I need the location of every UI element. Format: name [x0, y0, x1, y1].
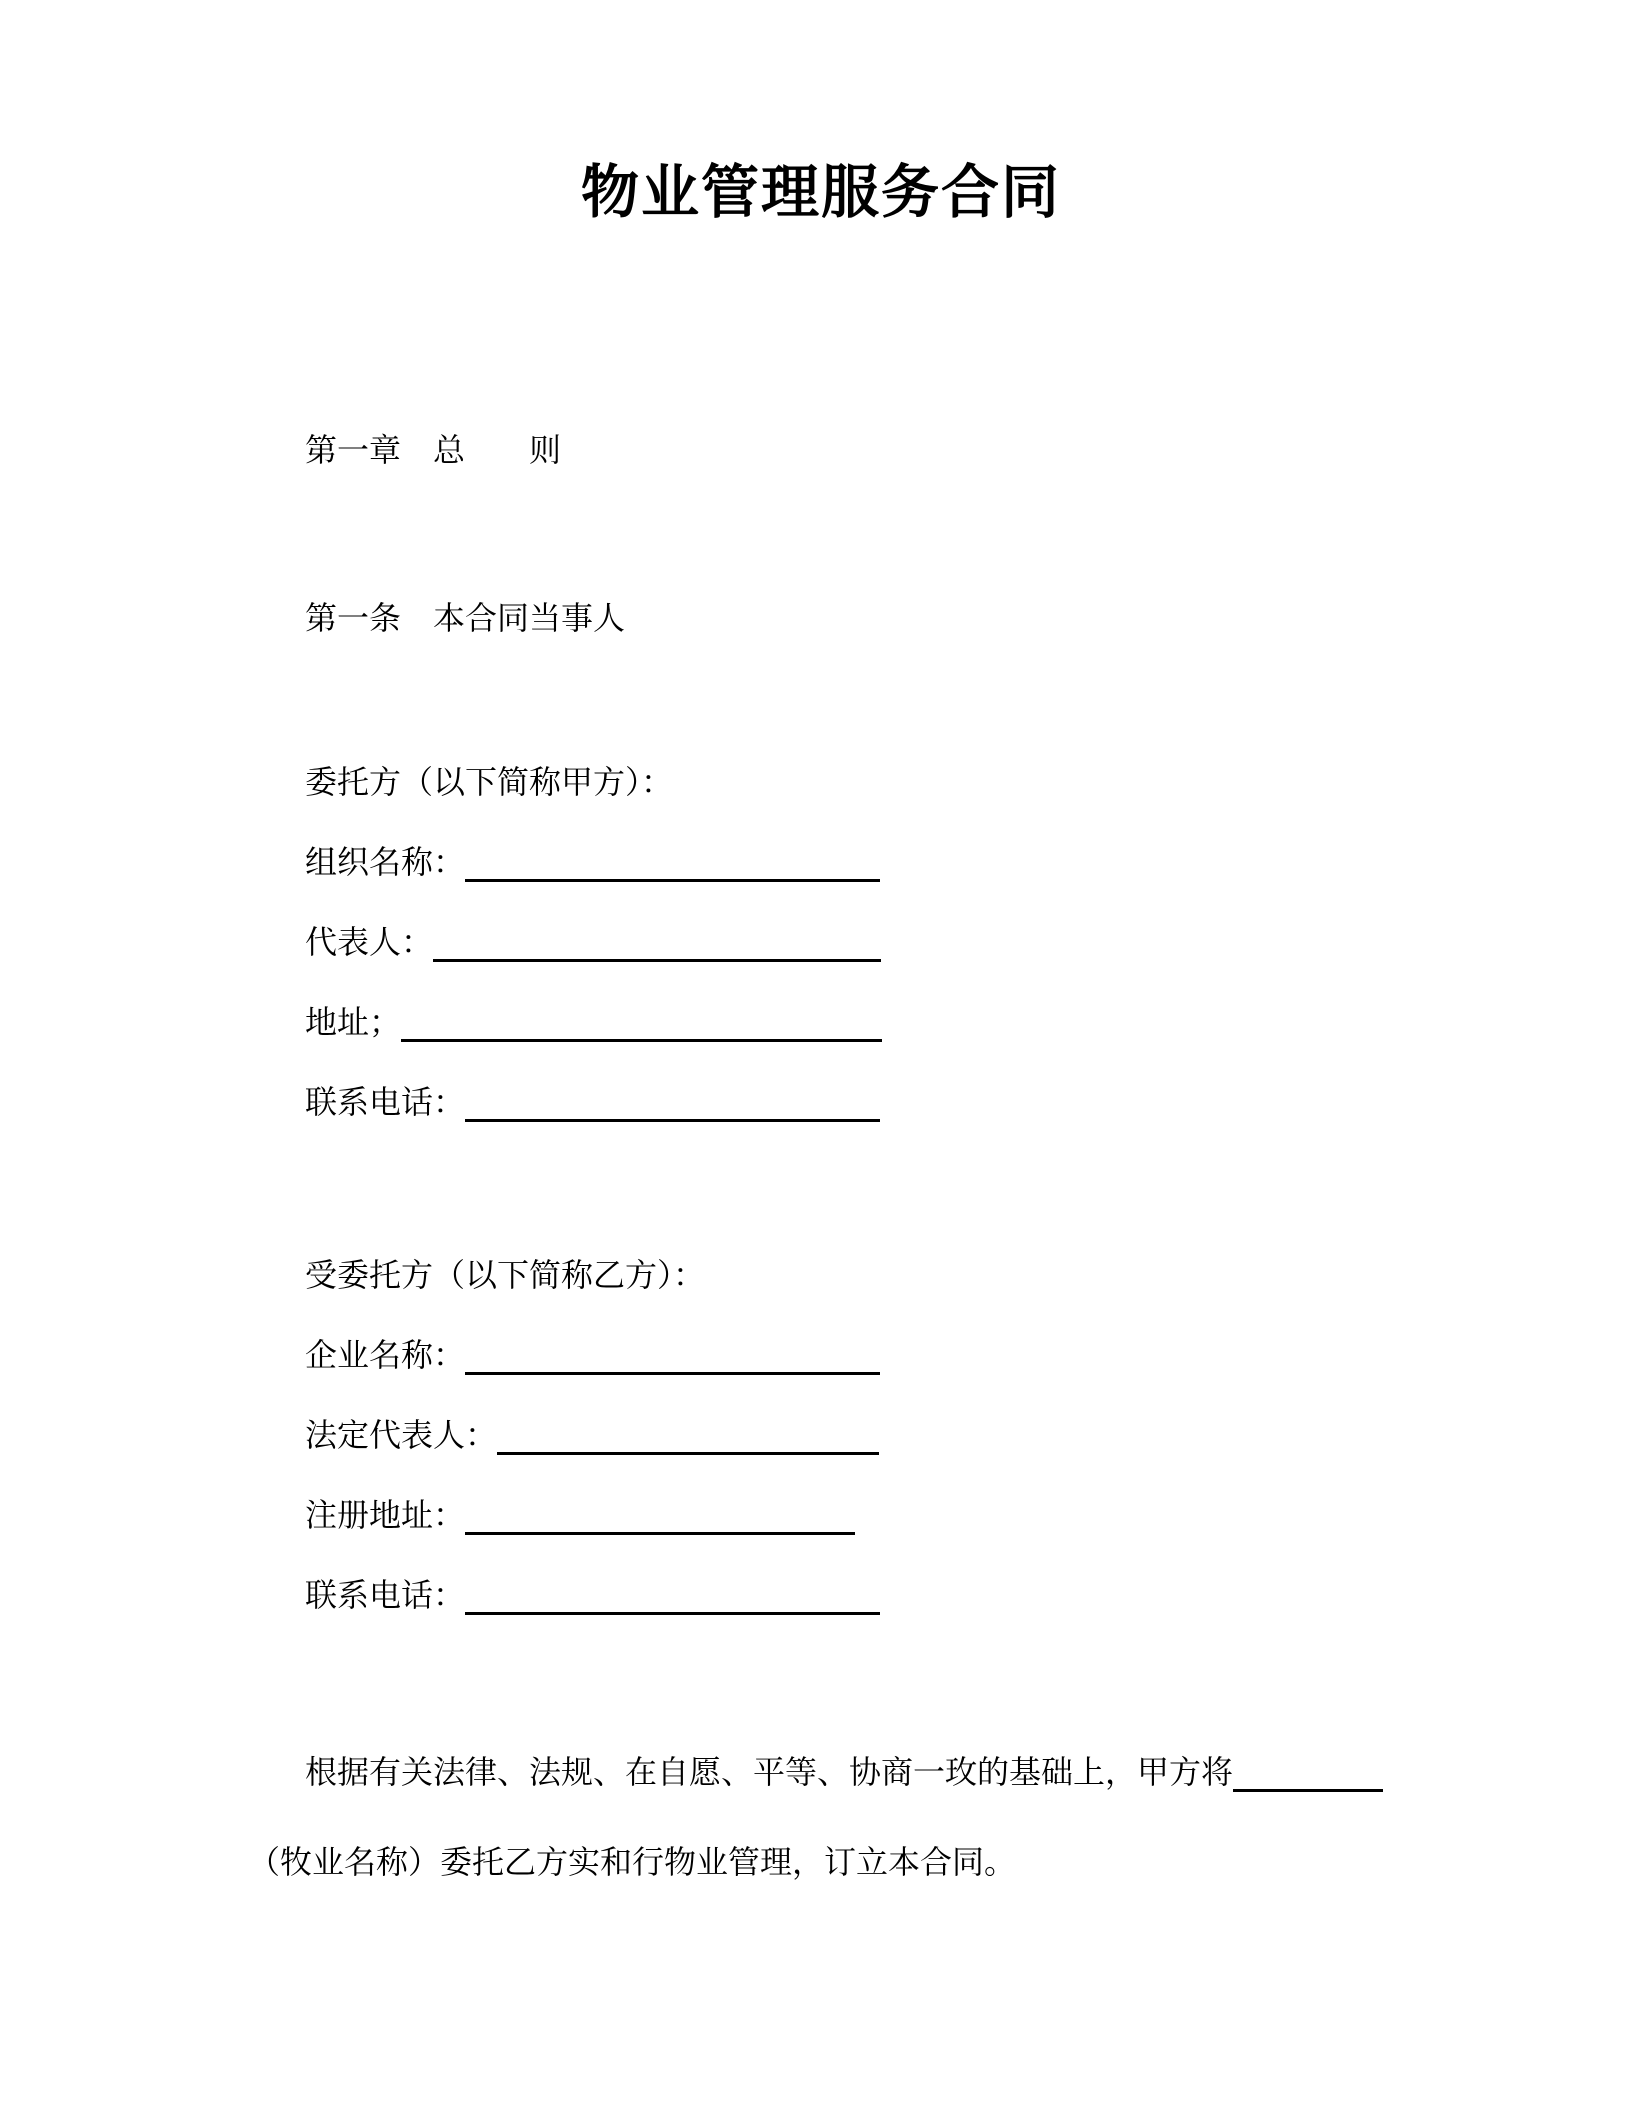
form-line-org-name	[248, 842, 1394, 882]
org-name-blank-field[interactable]	[465, 845, 880, 882]
legal-representative-blank-field[interactable]	[497, 1418, 879, 1455]
closing-paragraph-line2	[248, 1842, 1394, 1882]
form-line-address	[248, 1002, 1394, 1042]
closing-line1-text: 根据有关法律、法规、在自愿、平等、协商一玫的基础上，甲方将	[305, 1754, 1234, 1790]
party-b-heading: 受委托方（以下简称乙方）：	[305, 1257, 706, 1293]
form-line-registered-address	[248, 1495, 1394, 1535]
registered-address-blank-field[interactable]	[465, 1498, 855, 1535]
address-label: 地址；	[305, 1004, 402, 1040]
property-name-blank-field[interactable]	[1233, 1755, 1383, 1792]
document-title: 物业管理服务合同	[580, 158, 1061, 226]
phone-a-label: 联系电话：	[305, 1084, 466, 1120]
phone-b-label: 联系电话：	[305, 1577, 466, 1613]
chapter-heading: 第一章 总 则	[305, 432, 562, 468]
closing-paragraph-line1	[248, 1752, 1394, 1792]
form-line-company-name	[248, 1335, 1394, 1375]
representative-blank-field[interactable]	[433, 925, 881, 962]
article-heading: 第一条 本合同当事人	[305, 600, 626, 636]
form-line-phone-a	[248, 1082, 1394, 1122]
phone-a-blank-field[interactable]	[465, 1085, 880, 1122]
company-name-blank-field[interactable]	[465, 1338, 880, 1375]
form-line-representative	[248, 922, 1394, 962]
company-name-label: 企业名称：	[305, 1337, 466, 1373]
form-line-legal-representative	[248, 1415, 1394, 1455]
address-blank-field[interactable]	[401, 1005, 882, 1042]
closing-line2-text: （牧业名称）委托乙方实和行物业管理，订立本合同。	[248, 1844, 1017, 1880]
org-name-label: 组织名称：	[305, 844, 466, 880]
representative-label: 代表人：	[305, 924, 434, 960]
form-line-phone-b	[248, 1575, 1394, 1615]
registered-address-label: 注册地址：	[305, 1497, 466, 1533]
phone-b-blank-field[interactable]	[465, 1578, 880, 1615]
party-a-heading: 委托方（以下简称甲方）：	[305, 764, 674, 800]
legal-representative-label: 法定代表人：	[305, 1417, 498, 1453]
